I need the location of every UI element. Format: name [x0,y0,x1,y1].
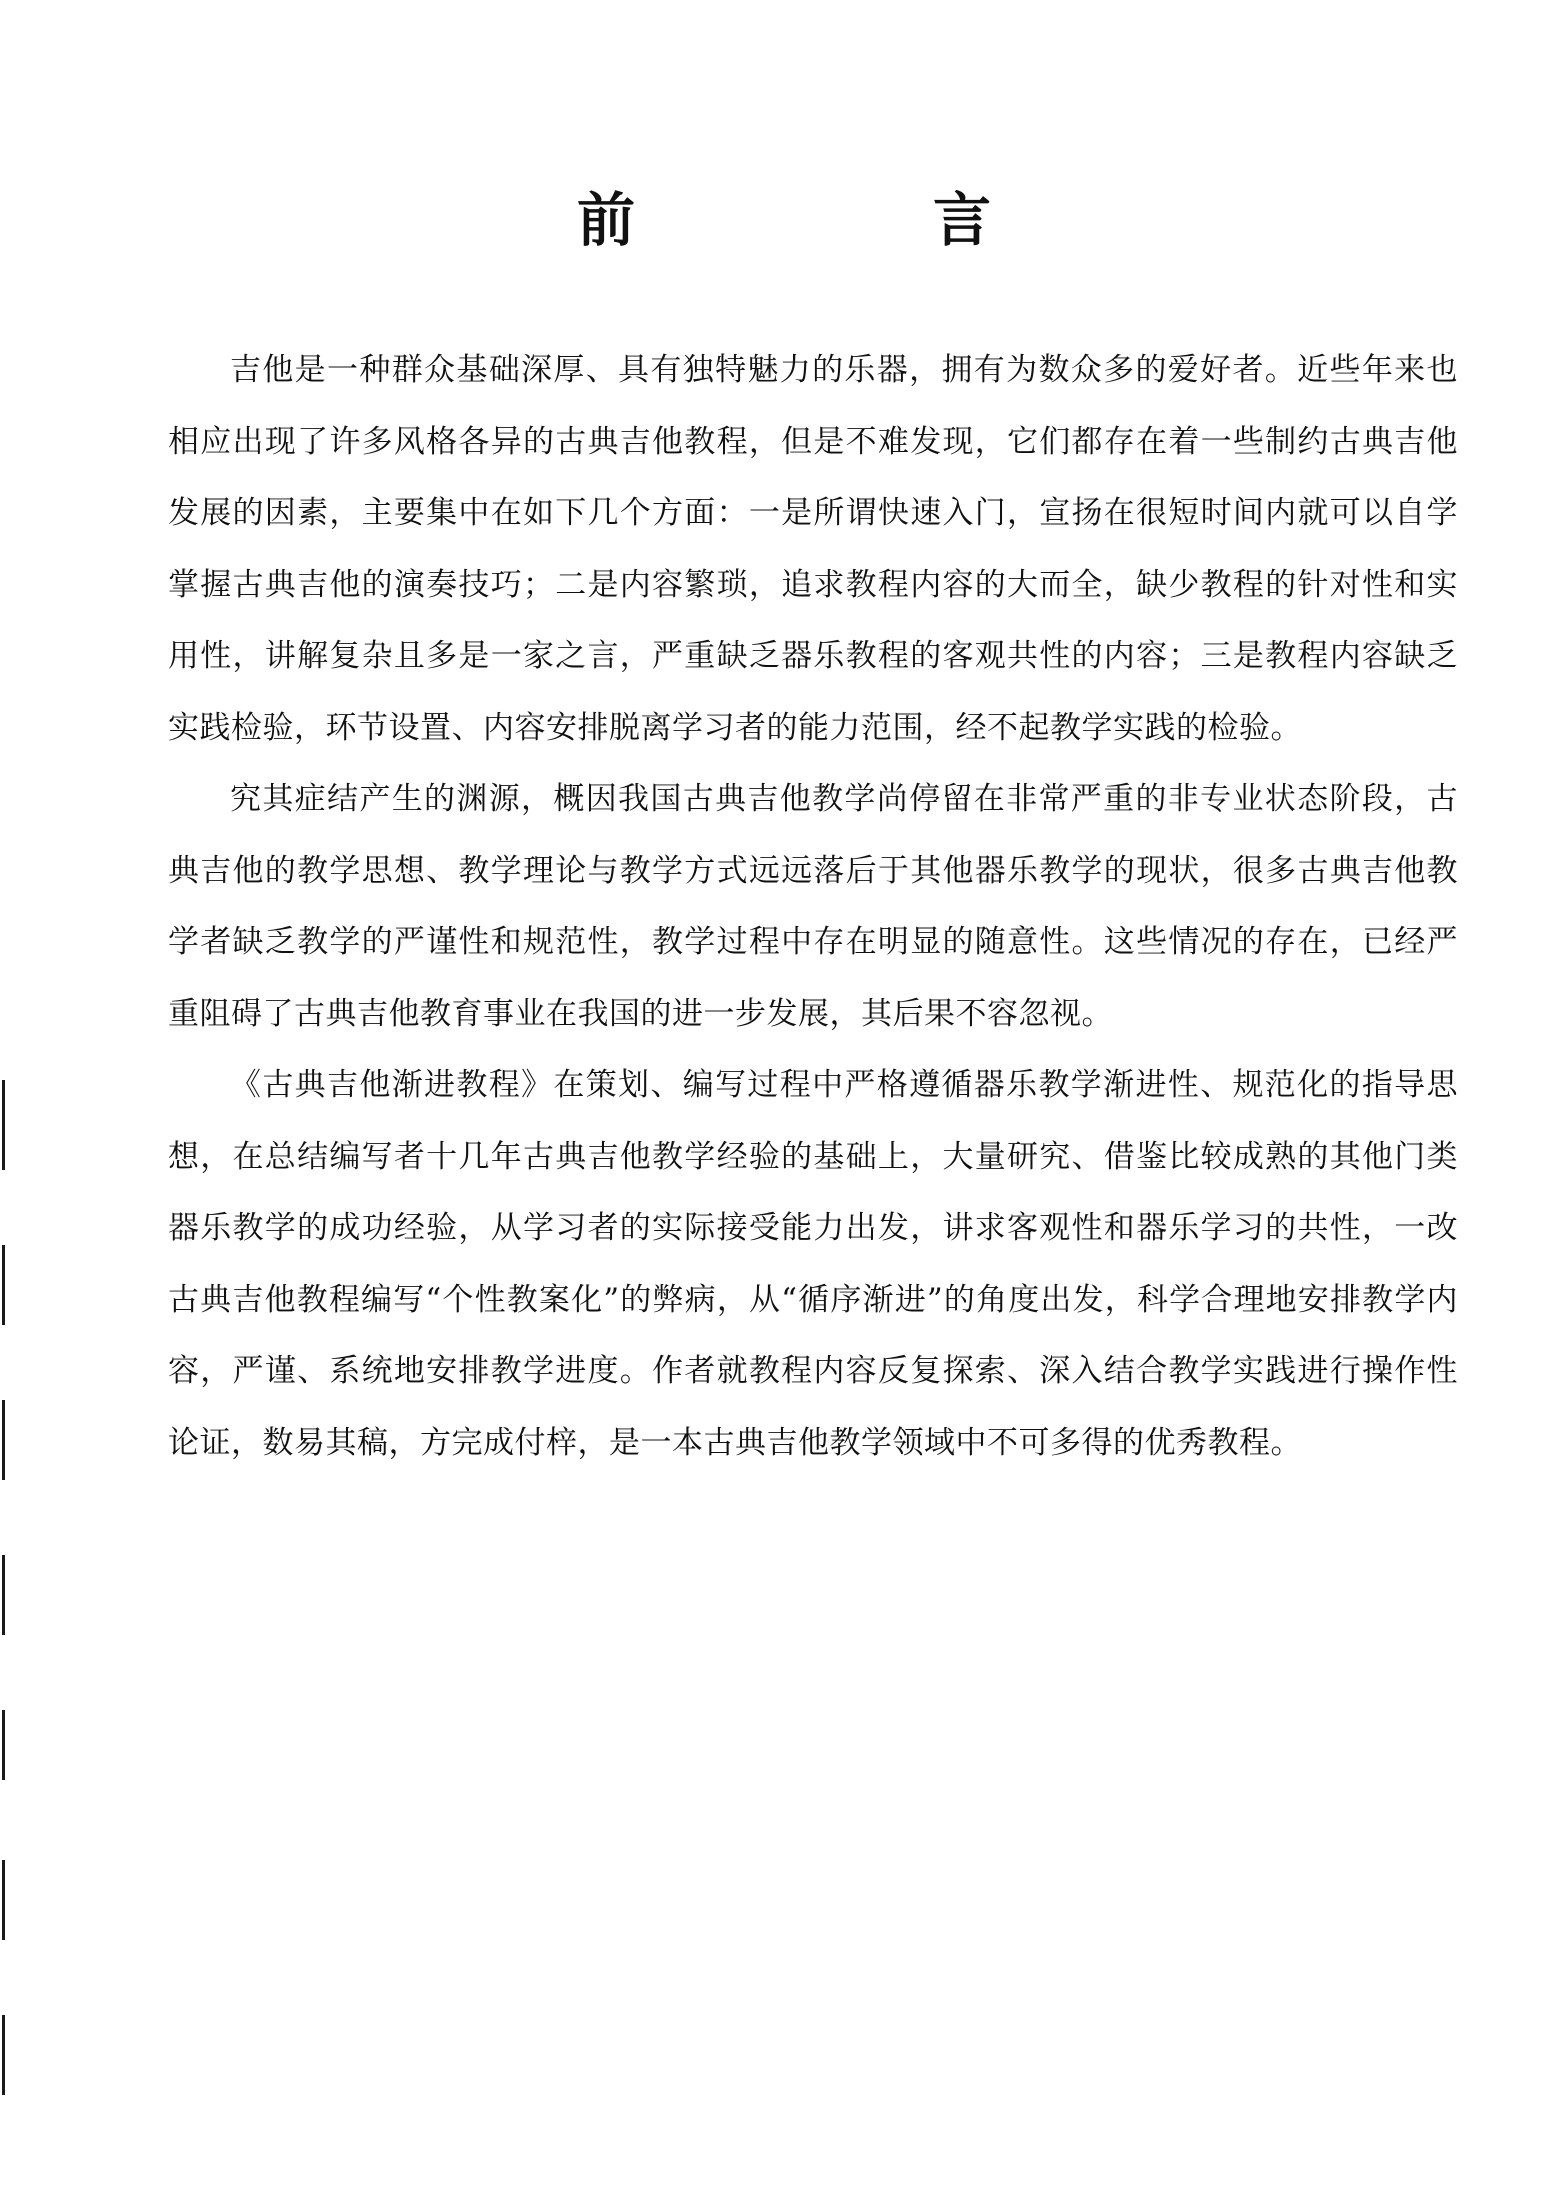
scan-edge-mark [2,2015,5,2095]
preface-body [168,335,1458,1479]
scan-edge-mark [2,1555,5,1635]
paragraph-3: 《古典吉他渐进教程》在策划、编写过程中严格遵循器乐教学渐进性、规范化的指导思想，在总结编写者十几年古典吉他教学经验的基础上，大量研究、借鉴比较成熟的其他门类器乐教学的成功经验，从学习者的实际接受能力出发，讲求客观性和器乐学习的共性，一改古典吉他教程编写“个性教案化”的弊病，从“循序渐进”的角度出发，科学合理地安排教学内容，严谨、系统地安排教学进度。作者就教程内容反复探索、深入结合教学实践进行操作性论证，数易其稿，方完成付梓，是一本古典吉他教学领域中不可多得的优秀教程。 [168,1067,1458,1461]
scan-edge-mark [2,1400,5,1480]
paragraph-1: 吉他是一种群众基础深厚、具有独特魅力的乐器，拥有为数众多的爱好者。近些年来也相应出现了许多风格各异的古典吉他教程，但是不难发现，它们都存在着一些制约古典吉他发展的因素，主要集中在如下几个方面：一是所谓快速入门，宣扬在很短时间内就可以自学掌握古典吉他的演奏技巧；二是内容繁琐，追求教程内容的大而全，缺少教程的针对性和实用性，讲解复杂且多是一家之言，严重缺乏器乐教程的客观共性的内容；三是教程内容缺乏实践检验，环节设置、内容安排脱离学习者的能力范围，经不起教学实践的检验。 [168,352,1458,746]
page-title: 前 言 [576,186,1111,254]
scan-edge-mark [2,1080,5,1170]
paragraph-2: 究其症结产生的渊源，概因我国古典吉他教学尚停留在非常严重的非专业状态阶段，古典吉他的教学思想、教学理论与教学方式远远落后于其他器乐教学的现状，很多古典吉他教学者缺乏教学的严谨性和规范性，教学过程中存在明显的随意性。这些情况的存在，已经严重阻碍了古典吉他教育事业在我国的进一步发展，其后果不容忽视。 [168,781,1458,1032]
scan-edge-mark [2,1245,5,1325]
scan-edge-mark [2,1860,5,1940]
scan-edge-mark [2,1710,5,1780]
